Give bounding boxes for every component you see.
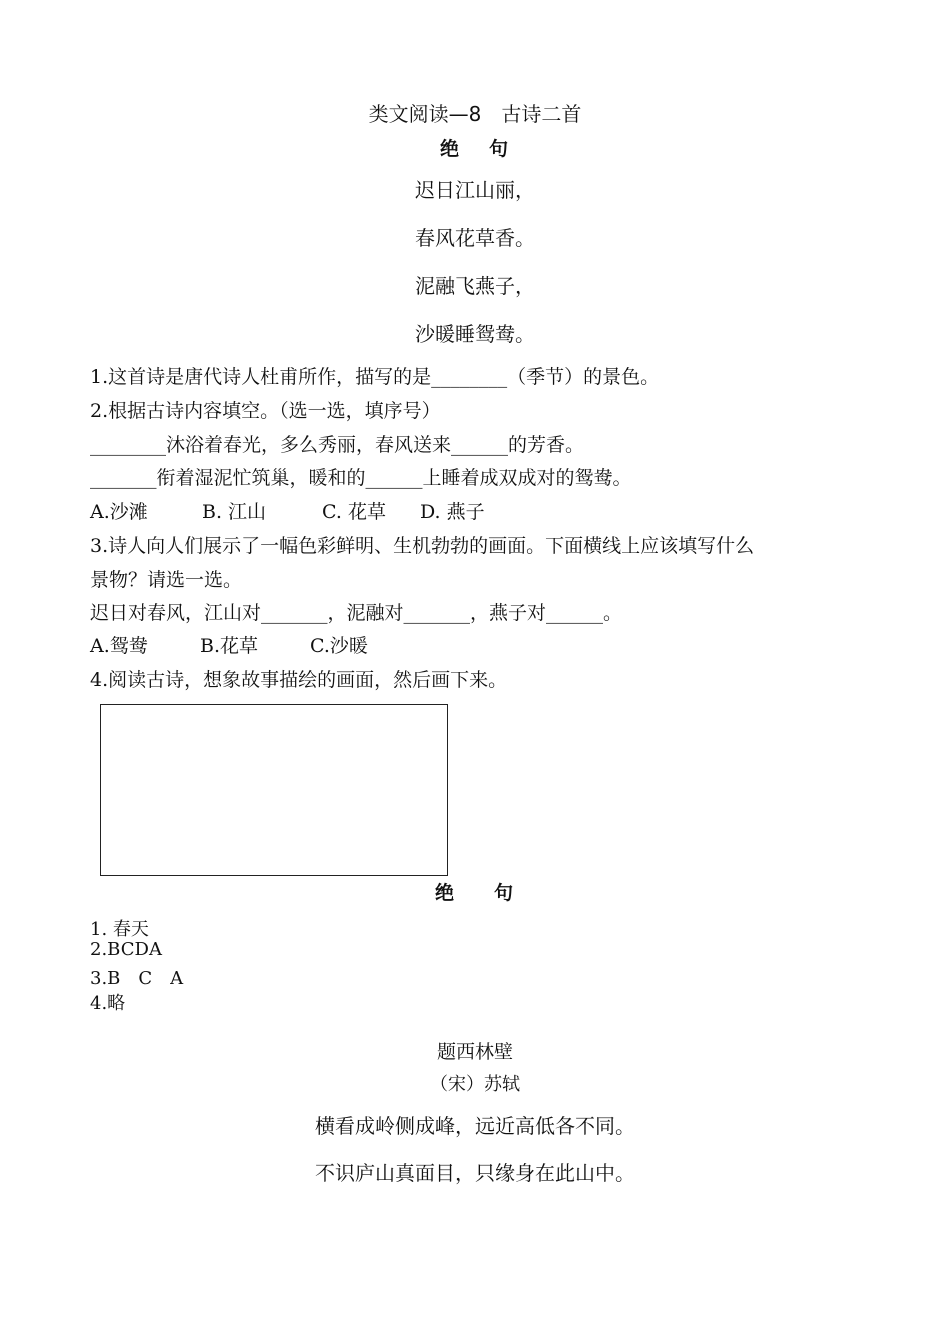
answer-2: 2.BCDA — [90, 939, 162, 960]
poem2-line: 不识庐山真面目，只缘身在此山中。 — [315, 1161, 635, 1185]
question-2: 2.根据古诗内容填空。（选一选，填序号） — [90, 400, 441, 422]
option-c: C. 花草 — [322, 501, 386, 523]
question-3-line-1: 3.诗人向人们展示了一幅色彩鲜明、生机勃勃的画面。下面横线上应该填写什么 — [90, 535, 755, 557]
poem-line: 迟日江山丽， — [415, 178, 535, 202]
option-a: A.沙滩 — [90, 501, 148, 523]
question-2-options — [90, 497, 485, 524]
answer-1: 1. 春天 — [90, 919, 149, 940]
option-a: A.鸳鸯 — [90, 635, 148, 657]
question-2-line-1: ________沐浴着春光，多么秀丽，春风送来______的芳香。 — [90, 434, 585, 456]
poem2-line: 横看成岭侧成峰，远近高低各不同。 — [315, 1114, 635, 1138]
option-c: C.沙暖 — [310, 635, 368, 657]
poem-line: 春风花草香。 — [415, 226, 535, 250]
poem-title-char-1: 绝 — [439, 138, 461, 160]
option-b: B.花草 — [200, 635, 259, 657]
question-1: 1.这首诗是唐代诗人杜甫所作，描写的是________（季节）的景色。 — [90, 366, 660, 388]
question-3-options — [90, 631, 368, 658]
option-b: B. 江山 — [202, 501, 267, 523]
poem-title-char-2: 句 — [489, 138, 511, 160]
poem2-author: （宋）苏轼 — [430, 1074, 520, 1095]
question-2-line-2: _______衔着湿泥忙筑巢，暖和的______上睡着成双成对的鸳鸯。 — [90, 467, 632, 489]
poem-line: 泥融飞燕子， — [415, 274, 535, 298]
answer-section-title — [0, 878, 950, 905]
question-3-line-2: 景物？请选一选。 — [90, 569, 243, 591]
question-3-fill: 迟日对春风，江山对_______，泥融对_______，燕子对______。 — [90, 602, 623, 624]
poem-title — [0, 134, 950, 161]
answer-title-char-2: 句 — [494, 882, 516, 904]
drawing-box[interactable] — [100, 704, 448, 876]
poem-line: 沙暖睡鸳鸯。 — [415, 322, 535, 346]
page-title: 类文阅读—8 古诗二首 — [368, 102, 582, 126]
question-4: 4.阅读古诗，想象故事描绘的画面，然后画下来。 — [90, 669, 508, 691]
answer-4: 4.略 — [90, 993, 126, 1014]
answer-title-char-1: 绝 — [434, 882, 456, 904]
option-d: D. 燕子 — [420, 501, 485, 523]
poem2-title: 题西林壁 — [436, 1041, 513, 1063]
answer-3: 3.B C A — [90, 968, 184, 989]
